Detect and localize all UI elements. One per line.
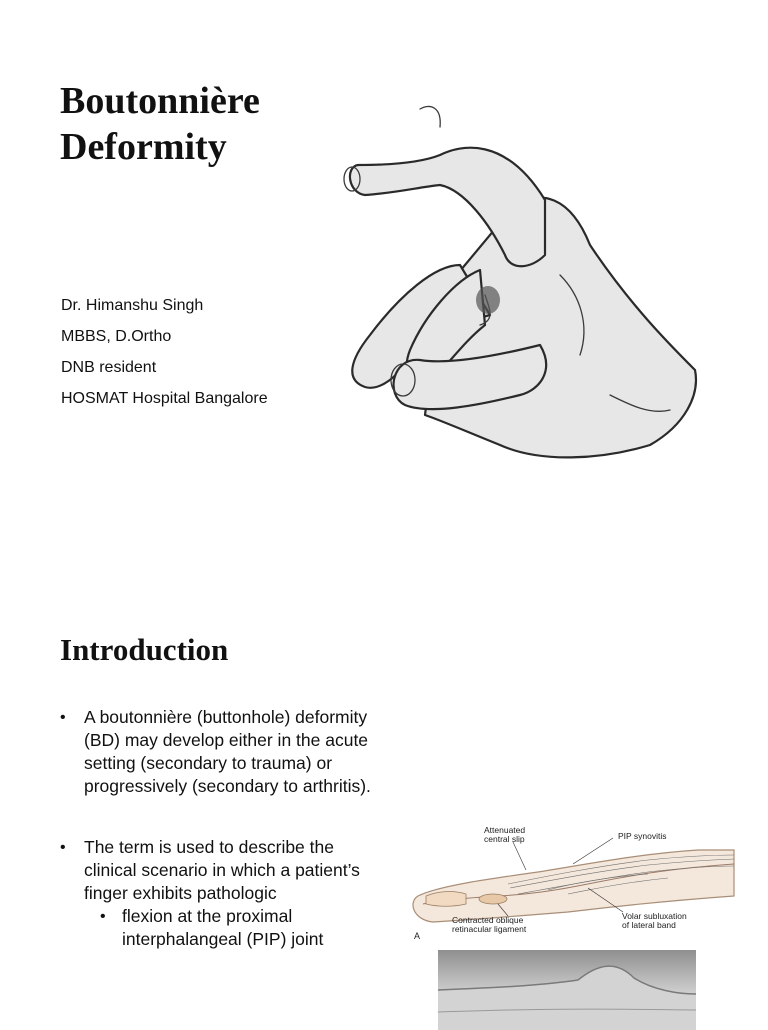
label-line: retinacular ligament <box>452 924 527 934</box>
label-central-slip <box>484 826 525 844</box>
panel-letter: A <box>414 931 421 941</box>
author-position: DNB resident <box>61 359 157 376</box>
author-hospital: HOSMAT Hospital Bangalore <box>61 390 268 407</box>
title-line-1: Boutonnière <box>60 80 260 122</box>
author-name: Dr. Himanshu Singh <box>61 297 204 314</box>
label-lateral-band <box>622 912 687 930</box>
finger-photo <box>438 950 696 1030</box>
bullet-item: • A boutonnière (buttonhole) deformity (BD) may develop either in the acute setting (secondary to trauma) or progressively (secondary to arthritis). <box>60 706 380 798</box>
bullet-list <box>60 706 380 951</box>
finger-photo-illustration <box>438 950 696 1030</box>
sub-bullet-item: • flexion at the proximal interphalangeal (PIP) joint <box>100 905 380 951</box>
slide-title <box>60 78 260 170</box>
introduction-slide <box>0 576 768 1024</box>
hand-illustration <box>330 95 705 475</box>
label-line: central slip <box>484 834 525 844</box>
slide-title: Introduction <box>60 632 229 667</box>
label-line: Volar subluxation <box>622 911 687 921</box>
author-info <box>61 290 268 414</box>
author-degrees: MBBS, D.Ortho <box>61 328 172 345</box>
label-line: of lateral band <box>622 920 676 930</box>
tendon-anatomy-diagram <box>398 824 736 942</box>
bullet-item: • The term is used to describe the clinical scenario in which a patient’s finger exhibits pathologic <box>60 836 380 905</box>
label-pip-synovitis: PIP synovitis <box>618 831 667 841</box>
label-oblique-ligament <box>452 916 526 934</box>
title-line-2: Deformity <box>60 126 227 168</box>
label-line: Attenuated <box>484 825 526 835</box>
label-line: Contracted oblique <box>452 915 524 925</box>
